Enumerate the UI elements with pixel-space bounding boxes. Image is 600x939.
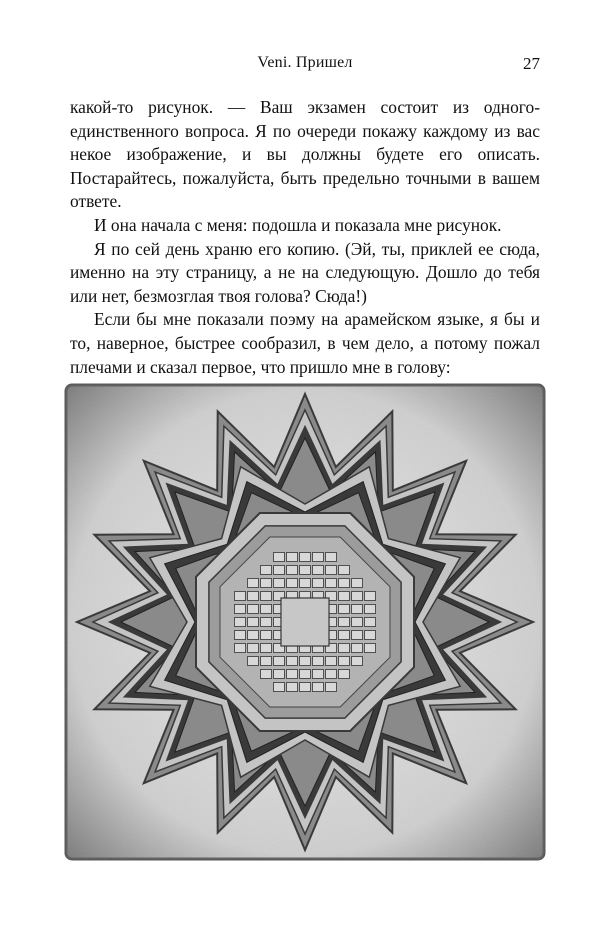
- building-block: [274, 683, 285, 692]
- building-block: [261, 618, 272, 627]
- building-block: [300, 683, 311, 692]
- building-block: [287, 553, 298, 562]
- building-block: [339, 605, 350, 614]
- paragraph: Если бы мне показали поэму на арамейском языке, я бы и то, наверное, быстрее сообразил, в чем дело, а потому пожал плечами и сказал первое, что пришло мне в голову:: [70, 309, 540, 377]
- building-block: [313, 579, 324, 588]
- running-title: Veni. Пришел: [257, 54, 353, 71]
- building-block: [339, 670, 350, 679]
- building-block: [339, 657, 350, 666]
- building-block: [274, 566, 285, 575]
- page-header: [70, 54, 540, 76]
- building-block: [261, 631, 272, 640]
- building-block: [339, 592, 350, 601]
- building-block: [300, 566, 311, 575]
- building-block: [287, 670, 298, 679]
- building-block: [365, 644, 376, 653]
- building-block: [300, 657, 311, 666]
- building-block: [365, 618, 376, 627]
- building-block: [248, 657, 259, 666]
- building-block: [326, 683, 337, 692]
- building-block: [261, 644, 272, 653]
- paragraph: И она начала с меня: подошла и показала мне рисунок.: [94, 214, 502, 235]
- building-block: [365, 631, 376, 640]
- building-block: [235, 592, 246, 601]
- building-block: [300, 670, 311, 679]
- building-block: [339, 644, 350, 653]
- building-block: [313, 670, 324, 679]
- building-block: [248, 618, 259, 627]
- building-block: [287, 566, 298, 575]
- building-block: [339, 631, 350, 640]
- building-block: [248, 592, 259, 601]
- building-block: [352, 631, 363, 640]
- building-block: [235, 618, 246, 627]
- building-block: [326, 670, 337, 679]
- building-block: [326, 553, 337, 562]
- building-block: [326, 657, 337, 666]
- building-block: [235, 644, 246, 653]
- building-block: [352, 644, 363, 653]
- paragraph: какой-то рисунок. — Ваш экзамен состоит из одного-единственного вопроса. Я по очереди покажу каждому из вас некое изображение, и вы должны будете его описать. Постарайтесь, пожалуйста, быть предельно точными в вашем ответе.: [70, 97, 540, 212]
- building-block: [261, 657, 272, 666]
- building-block: [248, 631, 259, 640]
- building-block: [261, 566, 272, 575]
- building-block: [339, 618, 350, 627]
- paragraph: Я по сей день храню его копию. (Эй, ты, приклей ее сюда, именно на эту страницу, а не на следующую. Дошло до тебя или нет, безмозглая твоя голова? Сюда!): [70, 238, 540, 306]
- building-block: [326, 579, 337, 588]
- building-block: [339, 566, 350, 575]
- building-block: [261, 592, 272, 601]
- building-block: [313, 566, 324, 575]
- text-body: [70, 96, 540, 426]
- building-block: [235, 605, 246, 614]
- building-block: [287, 579, 298, 588]
- building-block: [313, 553, 324, 562]
- building-block: [313, 657, 324, 666]
- building-block: [248, 579, 259, 588]
- building-block: [352, 657, 363, 666]
- building-block: [235, 631, 246, 640]
- plaza-texture: [281, 598, 329, 646]
- star-fortress-illustration: [64, 383, 546, 861]
- building-block: [261, 579, 272, 588]
- building-block: [274, 553, 285, 562]
- building-block: [352, 618, 363, 627]
- building-block: [365, 605, 376, 614]
- building-block: [248, 644, 259, 653]
- building-block: [326, 566, 337, 575]
- building-block: [274, 670, 285, 679]
- building-block: [352, 592, 363, 601]
- building-block: [274, 579, 285, 588]
- building-block: [261, 670, 272, 679]
- building-block: [365, 592, 376, 601]
- page-number: 27: [523, 54, 540, 73]
- building-block: [300, 579, 311, 588]
- building-block: [300, 553, 311, 562]
- building-block: [339, 579, 350, 588]
- building-block: [352, 579, 363, 588]
- building-block: [287, 683, 298, 692]
- building-block: [248, 605, 259, 614]
- building-block: [261, 605, 272, 614]
- building-block: [287, 657, 298, 666]
- building-block: [274, 657, 285, 666]
- building-block: [313, 683, 324, 692]
- star-fortress-figure: [64, 383, 546, 861]
- building-block: [352, 605, 363, 614]
